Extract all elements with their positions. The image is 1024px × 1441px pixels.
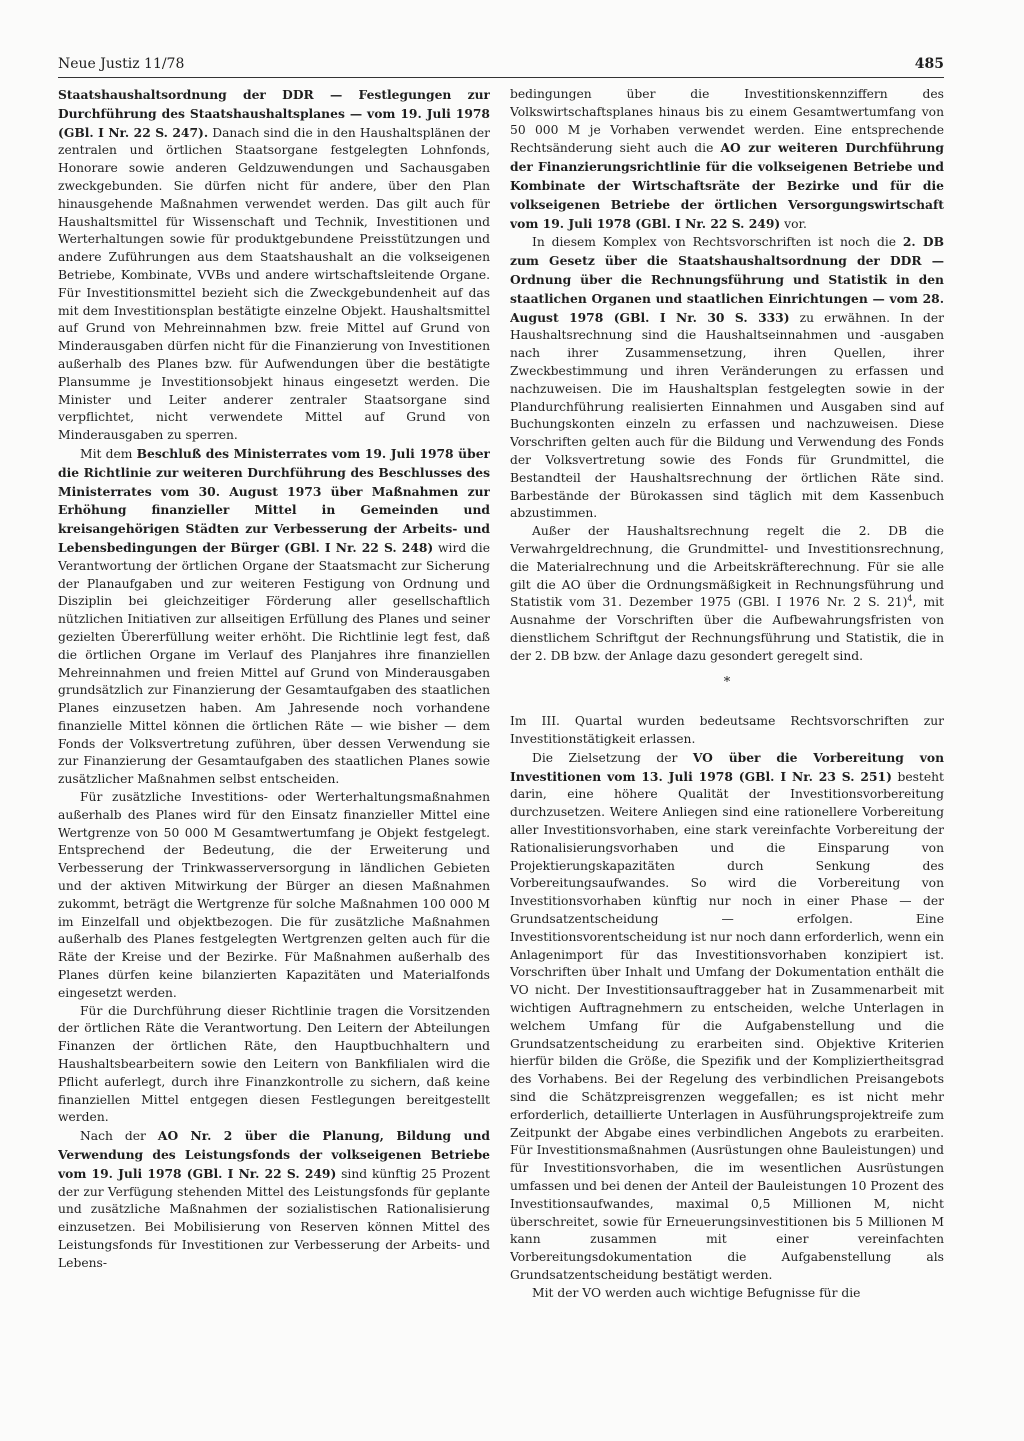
paragraph [510, 86, 944, 233]
paragraph [510, 523, 944, 665]
legal-reference: VO über die Vorbereitung von Investitionen vom 13. Juli 1978 (GBl. I Nr. 23 S. 251) [510, 749, 944, 784]
paragraph [510, 713, 944, 749]
legal-reference: AO Nr. 2 über die Planung, Bildung und Verwendung des Leistungsfonds der volkseigenen Betriebe vom 19. Juli 1978 (GBl. I Nr. 22 S. 249) [58, 1128, 490, 1181]
paragraph [58, 1127, 490, 1272]
paragraph-text: zu erwähnen. In der Haushaltsrechnung sind die Haushaltseinnahmen und -ausgaben nach ihrer Zusammensetzung, ihren Quellen, ihrer Zweckbestimmung und ihren Veränderungen zu erfassen und nachzuweisen. Die im Haushaltsplan festgelegten sowie in der Plandurchführung realisierten Einnahmen und Ausgaben sind auf Buchungskonten einzeln zu erfassen und nachzuweisen. Diese Vorschriften gelten auch für die Bildung und Verwendung des Fonds der Volksvertretung sowie des Fonds für Grundmittel, die Bestandteil der Haushaltsrechnung der örtlichen Räte sind. Barbestände der Bürokassen sind täglich mit dem Kassenbuch abzustimmen. [510, 310, 944, 521]
page-header [58, 56, 944, 78]
paragraph-text: besteht darin, eine höhere Qualität der Investitionsvorbereitung durchzusetzen. Weitere Anliegen sind eine rationellere Vorbereitung aller Investitionsvorhaben, eine stark vereinfachte Vorbereitung der Rationalisierungsvorhaben und die Einsparung von Projektierungskapazitäten durch Senkung des Vorbereitungsaufwandes. So wird die Vorbereitung von Investitionsvorhaben künftig nur noch in einer Phase — der Grundsatzentscheidung — erfolgen. Eine Investitionsvorentscheidung ist nur noch dann erforderlich, wenn ein Anlagenimport für das Investitionsvorhaben konzipiert ist. Vorschriften über Inhalt und Umfang der Dokumentation enthält die VO nicht. Der Investitionsauftraggeber hat in Zusammenarbeit mit wichtigen Auftragnehmern zu entscheiden, welche Unterlagen in welchem Umfang für die Aufgabenstellung und die Grundsatzentscheidung zu erarbeiten sind. Objektive Kriterien hierfür bilden die Größe, die Spezifik und der Kompliziertheitsgrad des Vorhabens. Bei der Regelung des verbindlichen Preisangebots sind die Schätzpreisgrenzen weggefallen; es ist nicht mehr erforderlich, detaillierte Unterlagen in Ausführungsprojektreife zum Zeitpunkt der Abgabe eines verbindlichen Angebots zu erarbeiten. Für Investitionsmaßnahmen (Ausrüstungen ohne Bauleistungen) und für Investitionsvorhaben, die im wesentlichen Ausrüstungen umfassen und bei denen der Anteil der Bauleistungen 10 Prozent des Investitionsaufwandes, maximal 0,5 Millionen M, nicht überschreitet, sowie für Erneuerungsinvestitionen bis 5 Millionen M kann zusammen mit einer vereinfachten Vorbereitungsdokumentation die Aufgabenstellung als Grundsatzentscheidung bestätigt werden. [510, 769, 944, 1282]
section-separator: * [723, 674, 731, 690]
paragraph [58, 86, 490, 445]
footnote-ref[interactable]: 4 [907, 594, 913, 604]
paragraph-text: wird die Verantwortung der örtlichen Organe der Staatsmacht zur Sicherung der Planaufgaben und zur weiteren Festigung von Ordnung und Disziplin bei gleichzeitiger Förderung aller gesellschaftlich nützlichen Initiativen zur allseitigen Erfüllung des Planes und seiner gezielten Übererfüllung weiter erhöht. Die Richtlinie legt fest, daß die örtlichen Organe im Verlauf des Planjahres ihre finanziellen Mehreinnahmen und freien Mittel auf Grund von Minderausgaben grundsätzlich zur Finanzierung der Gesamtaufgaben des staatlichen Planes einzusetzen haben. Am Jahresende noch vorhandene finanzielle Mittel können die örtlichen Räte — wie bisher — dem Fonds der Volksvertretung zuführen, über dessen Verwendung sie zur Finanzierung der Gesamtaufgaben des staatlichen Planes sowie zusätzlicher Maßnahmen selbst entscheiden. [58, 540, 490, 787]
paragraph-text: Außer der Haushaltsrechnung regelt die 2. DB die Verwahrgeldrechnung, die Grundmittel- und Investitionsrechnung, die Materialrechnung und die Arbeitskräfterechnung. Für sie alle gilt die AO über die Ordnungsmäßigkeit in Rechnungsführung und Statistik vom 31. Dezember 1975 (GBl. I 1976 Nr. 2 S. 21) [510, 524, 944, 610]
paragraph-text: Im III. Quartal wurden bedeutsame Rechtsvorschriften zur Investitionstätigkeit erlassen. [510, 714, 944, 747]
paragraph [510, 233, 944, 523]
paragraph [510, 1285, 944, 1303]
legal-reference: Staatshaushaltsordnung der DDR — Festlegungen zur Durchführung des Staatshaushaltsplanes — vom 19. Juli 1978 (GBl. I Nr. 22 S. 247). [58, 87, 490, 140]
paragraph-text: Die Zielsetzung der [532, 750, 693, 765]
legal-reference: 2. DB zum Gesetz über die Staatshaushaltsordnung der DDR — Ordnung über die Rechnungsführung und Statistik in den staatlichen Organen und staatlichen Einrichtungen — vom 28. August 1978 (GBl. I Nr. 30 S. 333) [510, 234, 944, 325]
page-number: 485 [914, 56, 944, 72]
right-column [510, 86, 944, 1386]
legal-reference: Beschluß des Ministerrates vom 19. Juli 1978 über die Richtlinie zur weiteren Durchführung des Beschlusses des Ministerrates vom 30. August 1973 über Maßnahmen zur Erhöhung finanzieller Mittel in Gemeinden und kreisangehörigen Städten zur Verbesserung der Arbeits- und Lebensbedingungen der Bürger (GBl. I Nr. 22 S. 248) [58, 445, 490, 555]
paragraph [58, 789, 490, 1003]
paragraph-text: Danach sind die in den Haushaltsplänen der zentralen und örtlichen Staatsorgane festgelegten Lohnfonds, Honorare sowie anderen Geldzuwendungen und Sachausgaben zweckgebunden. Sie dürfen nicht für andere, über den Plan hinausgehende Maßnahmen verwendet werden. Das gilt auch für Haushaltsmittel für Wissenschaft und Technik, Investitionen und Werterhaltungen sowie für produktgebundene Preisstützungen und andere Zuführungen aus dem Staatshaushalt an die volkseigenen Betriebe, Kombinate, VVBs und andere wirtschaftsleitende Organe. Für Investitionsmittel bezieht sich die Zweckgebundenheit auf das mit dem Investitionsplan bestätigte einzelne Objekt. Haushaltsmittel auf Grund von Mehreinnahmen bzw. freie Mittel auf Grund von Minderausgaben dürfen nicht für die Finanzierung von Investitionen außerhalb des Planes bzw. für Aufwendungen über die bestätigte Plansumme je Investitionsobjekt hinaus eingesetzt werden. Die Minister und Leiter anderer zentraler Staatsorgane sind verpflichtet, nicht verwendete Mittel auf Grund von Minderausgaben zu sperren. [58, 125, 490, 443]
journal-title: Neue Justiz 11/78 [58, 56, 185, 72]
paragraph-text: , mit Ausnahme der Vorschriften über die Aufbewahrungsfristen von dienstlichem Schriftgut der Rechnungsführung und Statistik, die in der 2. DB bzw. der Anlage dazu gesondert geregelt sind. [510, 595, 944, 663]
legal-reference: AO zur weiteren Durchführung der Finanzierungsrichtlinie für die volkseigenen Betriebe und Kombinate der Wirtschaftsräte der Bezirke und für die volkseigenen Betriebe der örtlichen Versorgungswirtschaft vom 19. Juli 1978 (GBl. I Nr. 22 S. 249) [510, 140, 944, 231]
paragraph-text: Mit dem [80, 446, 137, 461]
paragraph-text: Für zusätzliche Investitions- oder Werterhaltungsmaßnahmen außerhalb des Planes wird für den Einsatz finanzieller Mittel eine Wertgrenze von 50 000 M Gesamtwertumfang je Objekt festgelegt. Entsprechend der Bedeutung, die der Erweiterung und Verbesserung der Trinkwasserversorgung in ländlichen Gebieten und der aktiven Mitwirkung der Bürger an diesen Maßnahmen zukommt, beträgt die Wertgrenze für solche Maßnahmen 100 000 M im Einzelfall und objektbezogen. Die für zusätzliche Maßnahmen außerhalb des Planes festgelegten Wertgrenzen gelten auch für die Räte der Kreise und der Bezirke. Für Maßnahmen außerhalb des Planes dürfen keine bilanzierten Kapazitäten und Materialfonds eingesetzt werden. [58, 790, 490, 1000]
paragraph [58, 445, 490, 789]
paragraph-text: In diesem Komplex von Rechtsvorschriften ist noch die [532, 235, 903, 250]
paragraph [58, 1003, 490, 1128]
paragraph-text: bedingungen über die Investitionskennziffern des Volkswirtschaftsplanes hinaus bis zu einem Gesamtwertumfang von 50 000 M je Vorhaben verwendet werden. Eine entsprechende Rechtsänderung sieht auch die [510, 87, 944, 156]
paragraph-text: sind künftig 25 Prozent der zur Verfügung stehenden Mittel des Leistungsfonds für geplante und zusätzliche Maßnahmen der sozialistischen Rationalisierung einzusetzen. Bei Mobilisierung von Reserven können Mittel des Leistungsfonds für Investitionen zur Verbesserung der Arbeits- und Lebens- [58, 1166, 490, 1270]
paragraph-text: vor. [780, 216, 807, 231]
paragraph-text: Für die Durchführung dieser Richtlinie tragen die Vorsitzenden der örtlichen Räte die Verantwortung. Den Leitern der Abteilungen Finanzen der örtlichen Räte, den Hauptbuchhaltern und Haushaltsbearbeitern sowie den Leitern von Bankfilialen wird die Pflicht auferlegt, durch ihre Finanzkontrolle zu sichern, daß keine finanziellen Mittel entgegen diesen Festlegungen bereitgestellt werden. [58, 1003, 490, 1125]
paragraph-text: Mit der VO werden auch wichtige Befugnisse für die [532, 1285, 861, 1300]
paragraph-text: Nach der [80, 1129, 158, 1144]
header-rule [58, 77, 944, 78]
left-column [58, 86, 490, 1386]
paragraph [510, 749, 944, 1285]
